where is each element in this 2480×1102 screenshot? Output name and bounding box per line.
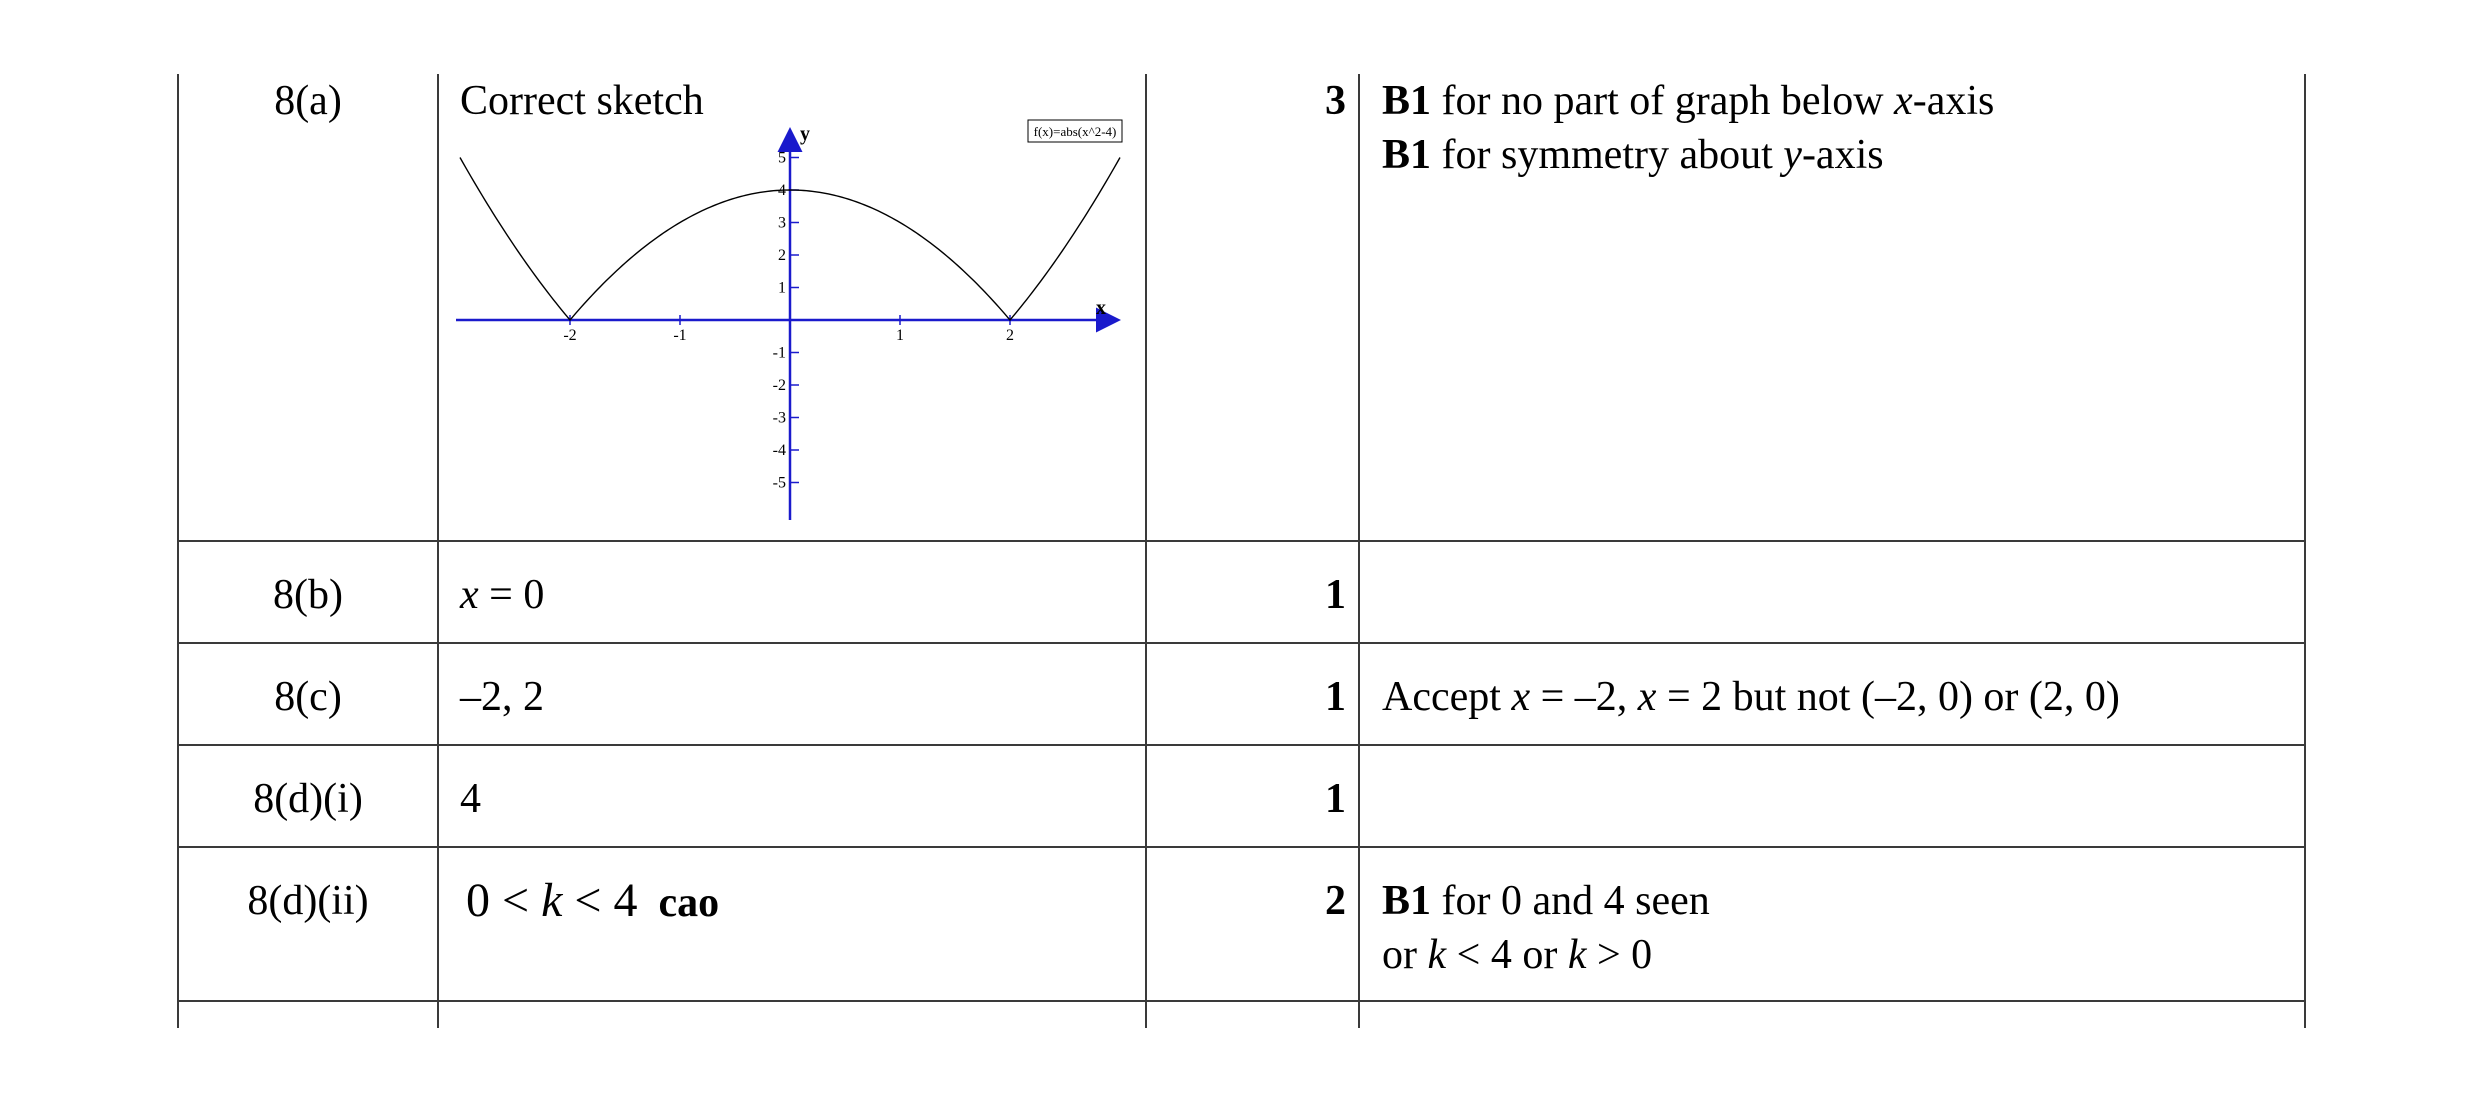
guidance-note bbox=[1382, 928, 1652, 982]
answer-inequality bbox=[466, 874, 719, 930]
row-divider-2 bbox=[178, 642, 2306, 644]
inequality-variable: k bbox=[541, 874, 563, 927]
answer-text: 4 bbox=[460, 776, 481, 822]
answer-text: –2, 2 bbox=[460, 674, 544, 720]
mark-value: 1 bbox=[1325, 572, 1346, 618]
y-tick-label: 3 bbox=[778, 214, 786, 232]
mark-value: 1 bbox=[1325, 776, 1346, 822]
row-divider-5 bbox=[178, 1000, 2306, 1002]
note-text: for 0 and 4 seen bbox=[1431, 878, 1710, 924]
row-divider-3 bbox=[178, 744, 2306, 746]
y-tick-label: 4 bbox=[778, 182, 786, 199]
note-text: = 2 but not (–2, 0) or (2, 0) bbox=[1656, 674, 2120, 720]
y-tick-label: -2 bbox=[772, 377, 786, 394]
x-tick-label: -1 bbox=[673, 327, 687, 344]
x-tick-label: 1 bbox=[896, 327, 904, 344]
answer-text bbox=[460, 568, 544, 622]
note-text: for symmetry about bbox=[1431, 132, 1784, 178]
question-number: 8(a) bbox=[274, 78, 342, 124]
note-variable: y bbox=[1783, 132, 1802, 178]
row-divider-1 bbox=[178, 540, 2306, 542]
note-variable: x bbox=[1511, 674, 1531, 720]
guidance-note bbox=[1382, 874, 1710, 928]
x-tick-label: -2 bbox=[563, 327, 577, 344]
note-text: = –2, bbox=[1530, 674, 1638, 720]
guidance-note bbox=[1382, 670, 2120, 724]
answer-value: = 0 bbox=[478, 572, 545, 618]
answer-variable: x bbox=[460, 572, 479, 618]
inequality-part: 0 < bbox=[466, 874, 542, 927]
table-border-right bbox=[2304, 74, 2306, 1028]
y-tick-label: 2 bbox=[778, 247, 786, 264]
mark-value: 2 bbox=[1325, 878, 1346, 924]
y-tick-label: -4 bbox=[772, 442, 786, 459]
note-variable: x bbox=[1894, 78, 1913, 124]
y-tick-label: 1 bbox=[778, 279, 786, 297]
criterion-code: B1 bbox=[1382, 132, 1432, 178]
note-text: -axis bbox=[1801, 132, 1884, 178]
guidance-note bbox=[1382, 74, 1994, 128]
function-graph bbox=[456, 118, 1124, 520]
answer-text: Correct sketch bbox=[460, 78, 704, 124]
table-divider-mark bbox=[1358, 74, 1360, 1028]
note-text: < 4 or bbox=[1446, 932, 1568, 978]
question-number: 8(d)(ii) bbox=[247, 878, 369, 924]
note-text: for no part of graph below bbox=[1431, 78, 1895, 124]
note-text: -axis bbox=[1912, 78, 1995, 124]
note-text: > 0 bbox=[1586, 932, 1653, 978]
question-number: 8(b) bbox=[273, 572, 343, 618]
y-axis-label: y bbox=[800, 123, 810, 145]
row-divider-4 bbox=[178, 846, 2306, 848]
note-text: Accept bbox=[1382, 674, 1512, 720]
legend-label: f(x)=abs(x^2-4) bbox=[1033, 124, 1117, 139]
y-tick-label: 5 bbox=[778, 149, 786, 167]
guidance-note bbox=[1382, 128, 1884, 182]
y-tick-label: -3 bbox=[772, 409, 786, 427]
note-variable: x bbox=[1637, 674, 1657, 720]
criterion-code: B1 bbox=[1382, 878, 1432, 924]
x-axis-label: x bbox=[1096, 297, 1106, 319]
mark-value: 1 bbox=[1325, 674, 1346, 720]
mark-value: 3 bbox=[1325, 78, 1346, 124]
question-number: 8(c) bbox=[274, 674, 342, 720]
inequality-part: < 4 bbox=[562, 874, 638, 927]
x-tick-label: 2 bbox=[1006, 327, 1014, 344]
question-number: 8(d)(i) bbox=[253, 776, 363, 822]
note-text: or bbox=[1382, 932, 1428, 978]
note-variable: k bbox=[1427, 932, 1447, 978]
y-tick-label: -1 bbox=[772, 344, 786, 362]
cao-label: cao bbox=[658, 880, 720, 926]
note-variable: k bbox=[1567, 932, 1587, 978]
criterion-code: B1 bbox=[1382, 78, 1432, 124]
y-tick-label: -5 bbox=[772, 474, 786, 492]
